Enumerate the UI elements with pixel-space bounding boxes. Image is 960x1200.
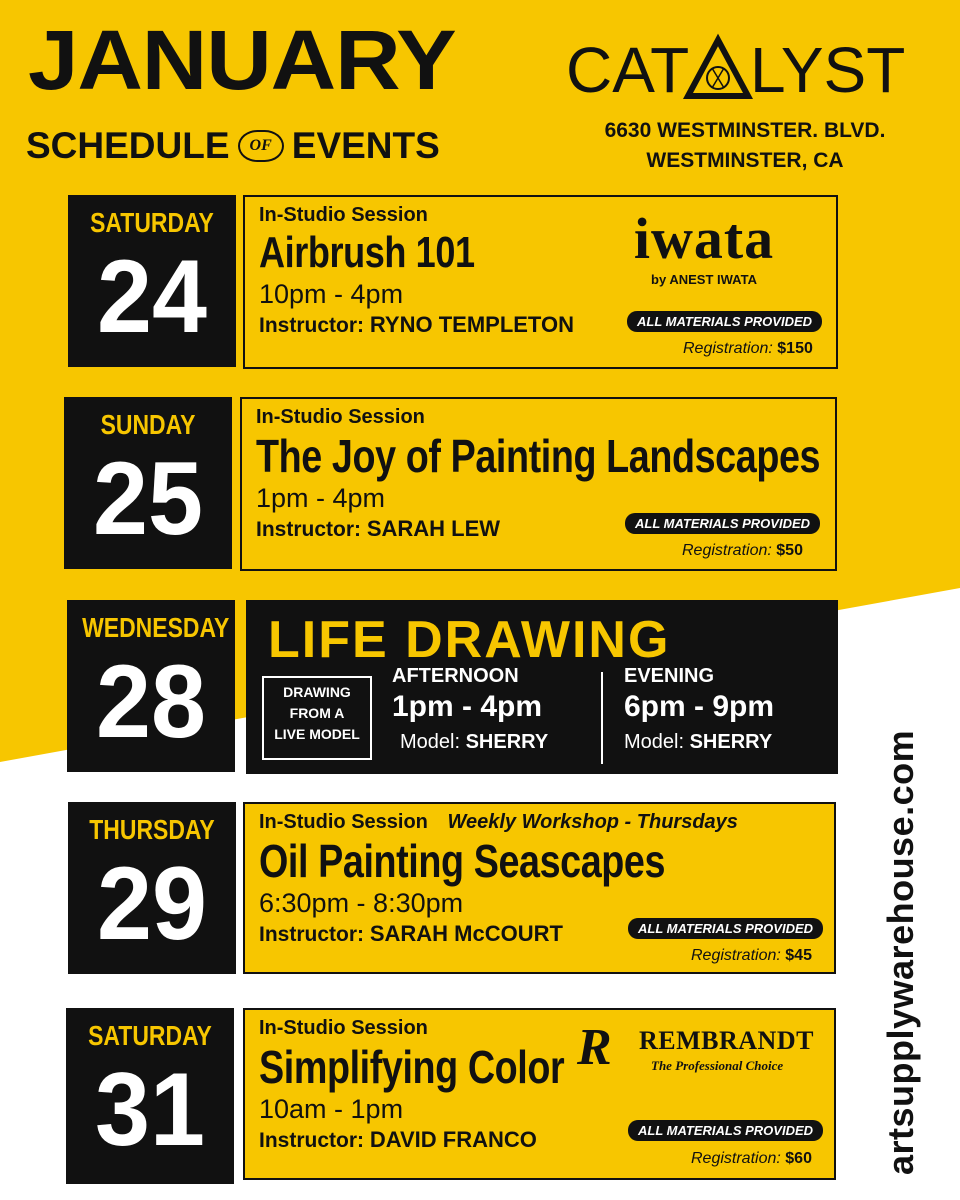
iwata-tagline: by ANEST IWATA	[651, 272, 757, 287]
events-word: EVENTS	[291, 125, 440, 166]
session-type: In-Studio Session	[259, 204, 428, 226]
day-number: 28	[96, 644, 206, 760]
materials-badge: ALL MATERIALS PROVIDED	[627, 311, 822, 332]
instructor-name: RYNO TEMPLETON	[369, 312, 574, 337]
materials-badge: ALL MATERIALS PROVIDED	[628, 918, 823, 939]
iwata-logo	[604, 206, 804, 287]
materials-badge: ALL MATERIALS PROVIDED	[625, 513, 820, 534]
instructor-name: DAVID FRANCO	[369, 1127, 537, 1152]
date-box-29	[68, 802, 236, 974]
registration-label: Registration:	[691, 1150, 781, 1167]
afternoon-label: AFTERNOON	[392, 665, 519, 687]
rembrandt-tagline: The Professional Choice	[651, 1058, 784, 1073]
day-of-week: SATURDAY	[88, 1020, 212, 1051]
model-box-line-2: FROM A	[289, 705, 345, 721]
event-title: Oil Painting Seascapes	[259, 835, 666, 887]
session-type: In-Studio Session	[256, 406, 425, 428]
event-title: LIFE DRAWING	[268, 611, 671, 669]
registration-label: Registration:	[691, 947, 781, 964]
subtitle	[26, 127, 440, 164]
registration-label: Registration:	[682, 542, 772, 559]
day-of-week: SATURDAY	[90, 207, 214, 238]
svg-text:LYST: LYST	[750, 34, 906, 106]
date-box-25	[64, 397, 232, 569]
iwata-wordmark: iwata	[633, 206, 775, 271]
rembrandt-r-icon: R	[577, 1019, 612, 1076]
evening-model	[624, 732, 774, 752]
day-of-week: SUNDAY	[100, 409, 196, 440]
registration	[691, 1150, 812, 1168]
registration-price: $60	[785, 1150, 812, 1167]
catalyst-logo-mark	[566, 30, 946, 110]
event-time: 10pm - 4pm	[259, 279, 404, 309]
day-number: 29	[97, 846, 207, 962]
instructor-label: Instructor:	[259, 1129, 364, 1152]
registration-price: $50	[776, 542, 803, 559]
address	[560, 116, 930, 176]
session-row	[259, 812, 820, 832]
day-number: 25	[93, 441, 203, 557]
event-title: Simplifying Color	[259, 1041, 565, 1093]
session-divider	[601, 672, 603, 764]
model-name: SHERRY	[689, 731, 773, 753]
instructor-name: SARAH LEW	[366, 516, 501, 541]
event-panel-joy-of-painting[interactable]	[240, 397, 837, 571]
instructor-label: Instructor:	[256, 518, 361, 541]
event-title: Airbrush 101	[259, 228, 475, 277]
address-line-1: 6630 WESTMINSTER. BLVD.	[604, 119, 886, 142]
model-label: Model:	[624, 731, 685, 753]
triangle-eye-icon	[688, 40, 748, 96]
schedule-word: SCHEDULE	[26, 125, 230, 166]
catalyst-logo	[566, 30, 946, 106]
materials-badge: ALL MATERIALS PROVIDED	[628, 1120, 823, 1141]
evening-time: 6pm - 9pm	[624, 690, 775, 723]
rembrandt-wordmark: REMBRANDT	[639, 1026, 814, 1055]
day-number: 31	[95, 1052, 205, 1168]
evening-label: EVENING	[624, 665, 715, 687]
day-number: 24	[97, 239, 207, 355]
event-panel-oil-painting[interactable]	[243, 802, 836, 974]
event-time: 1pm - 4pm	[256, 483, 386, 513]
registration	[683, 340, 813, 358]
day-of-week: THURSDAY	[89, 814, 215, 845]
event-panel-life-drawing[interactable]	[246, 600, 838, 774]
session-type: In-Studio Session	[259, 811, 428, 833]
date-box-28	[67, 600, 235, 772]
event-time: 10am - 1pm	[259, 1094, 404, 1124]
rembrandt-logo	[577, 1019, 817, 1078]
of-badge: OF	[238, 130, 284, 162]
weekly-workshop: Weekly Workshop - Thursdays	[447, 811, 738, 833]
date-box-24	[68, 195, 236, 367]
website-url[interactable]: artsupplywarehouse.com	[880, 729, 921, 1175]
registration-price: $45	[785, 947, 812, 964]
live-model-box	[262, 676, 372, 760]
session-type: In-Studio Session	[259, 1017, 428, 1039]
event-time: 6:30pm - 8:30pm	[259, 888, 464, 918]
evening-session	[624, 666, 774, 752]
page-title: JANUARY	[28, 13, 456, 107]
date-box-31	[66, 1008, 234, 1184]
instructor-label: Instructor:	[259, 923, 364, 946]
afternoon-time: 1pm - 4pm	[392, 690, 543, 723]
registration-label: Registration:	[683, 340, 773, 357]
model-box-line-1: DRAWING	[283, 684, 351, 700]
registration-price: $150	[777, 340, 813, 357]
registration	[682, 542, 803, 560]
event-title: The Joy of Painting Landscapes	[256, 430, 821, 482]
instructor-label: Instructor:	[259, 314, 364, 337]
instructor-name: SARAH McCOURT	[369, 921, 563, 946]
svg-text:CAT: CAT	[566, 34, 690, 106]
afternoon-session	[392, 666, 548, 752]
afternoon-model	[400, 732, 548, 752]
registration	[691, 947, 812, 965]
model-name: SHERRY	[465, 731, 549, 753]
day-of-week: WEDNESDAY	[82, 612, 230, 643]
address-line-2: WESTMINSTER, CA	[646, 149, 844, 172]
model-box-line-3: LIVE MODEL	[274, 726, 360, 742]
model-label: Model:	[400, 731, 461, 753]
